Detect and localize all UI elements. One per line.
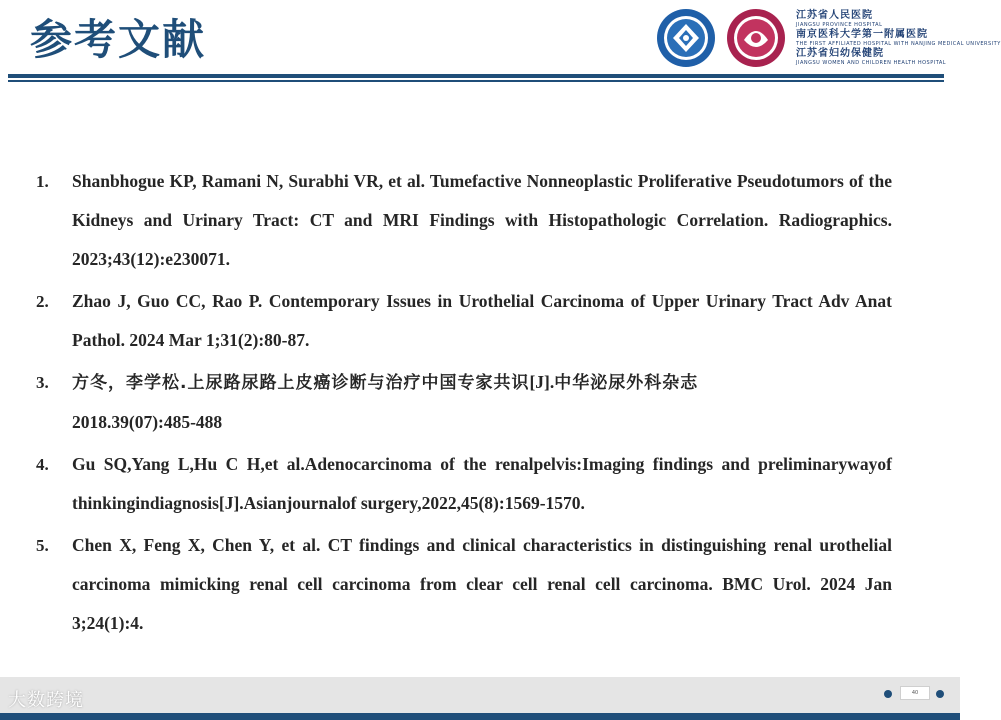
jiangsu-province-hospital-logo-icon [656,8,716,68]
watermark: 大数跨境 [8,690,84,711]
hospital-name-en: THE FIRST AFFILIATED HOSPITAL WITH NANJING MEDICAL UNIVERSITY [796,41,1001,47]
hospital-logos [656,6,1001,70]
reference-text: Chen X, Feng X, Chen Y, et al. CT findings and clinical characteristics in distinguishing renal urothelial carcinoma mimicking renal cell carcinoma from clear cell renal cell carcinoma. BMC Urol. 2024 Jan 3;24(1):4. [72,535,892,633]
reference-text-tail: 2018.39(07):485-488 [72,412,223,432]
women-children-hospital-logo-icon [726,8,786,68]
reference-item [30,282,892,360]
reference-text-type: [J]. [529,372,555,392]
footer-dot-icon [884,690,892,698]
footer-bar [0,713,960,720]
reference-text: Gu SQ,Yang L,Hu C H,et al.Adenocarcinoma of the renalpelvis:Imaging findings and preliminarywayof thinkingindiagnosis[J].Asianjournalof surgery,2022,45(8):1569-1570. [72,454,892,513]
reference-number: 4. [36,455,49,474]
reference-number: 1. [36,172,49,191]
reference-text-journal: 中华泌尿外科杂志 [554,373,699,393]
reference-text-cn: 方冬，李学松.上尿路尿路上皮癌诊断与治疗中国专家共识 [72,373,530,393]
hospital-name-en: JIANGSU PROVINCE HOSPITAL [796,22,883,28]
reference-text [72,363,892,442]
slide-title: 参考文献 [30,15,207,64]
hospital-name-cn: 江苏省妇幼保健院 [796,48,884,59]
reference-number: 2. [36,292,49,311]
footer-band [0,677,960,713]
hospital-name-en: JIANGSU WOMEN AND CHILDREN HEALTH HOSPITAL [796,60,947,66]
reference-number: 5. [36,536,49,555]
reference-item [30,363,892,442]
reference-text: Shanbhogue KP, Ramani N, Surabhi VR, et al. Tumefactive Nonneoplastic Proliferative Pseudotumors of the Kidneys and Urinary Tract: CT and MRI Findings with Histopathologic Correlation. Radiographics. 2023;43(12):e230071. [72,171,892,269]
hospital-names [796,10,1001,67]
page-number: 40 [900,686,930,700]
reference-list [30,162,892,646]
reference-number: 3. [36,373,49,392]
header-divider [8,80,944,82]
reference-item [30,162,892,279]
reference-item [30,445,892,523]
reference-item [30,526,892,643]
hospital-name-cn: 江苏省人民医院 [796,10,873,21]
hospital-name-cn: 南京医科大学第一附属医院 [796,29,928,40]
reference-text: Zhao J, Guo CC, Rao P. Contemporary Issues in Urothelial Carcinoma of Upper Urinary Tract Adv Anat Pathol. 2024 Mar 1;31(2):80-87. [72,291,892,350]
header-divider [8,74,944,78]
footer-dot-icon [936,690,944,698]
